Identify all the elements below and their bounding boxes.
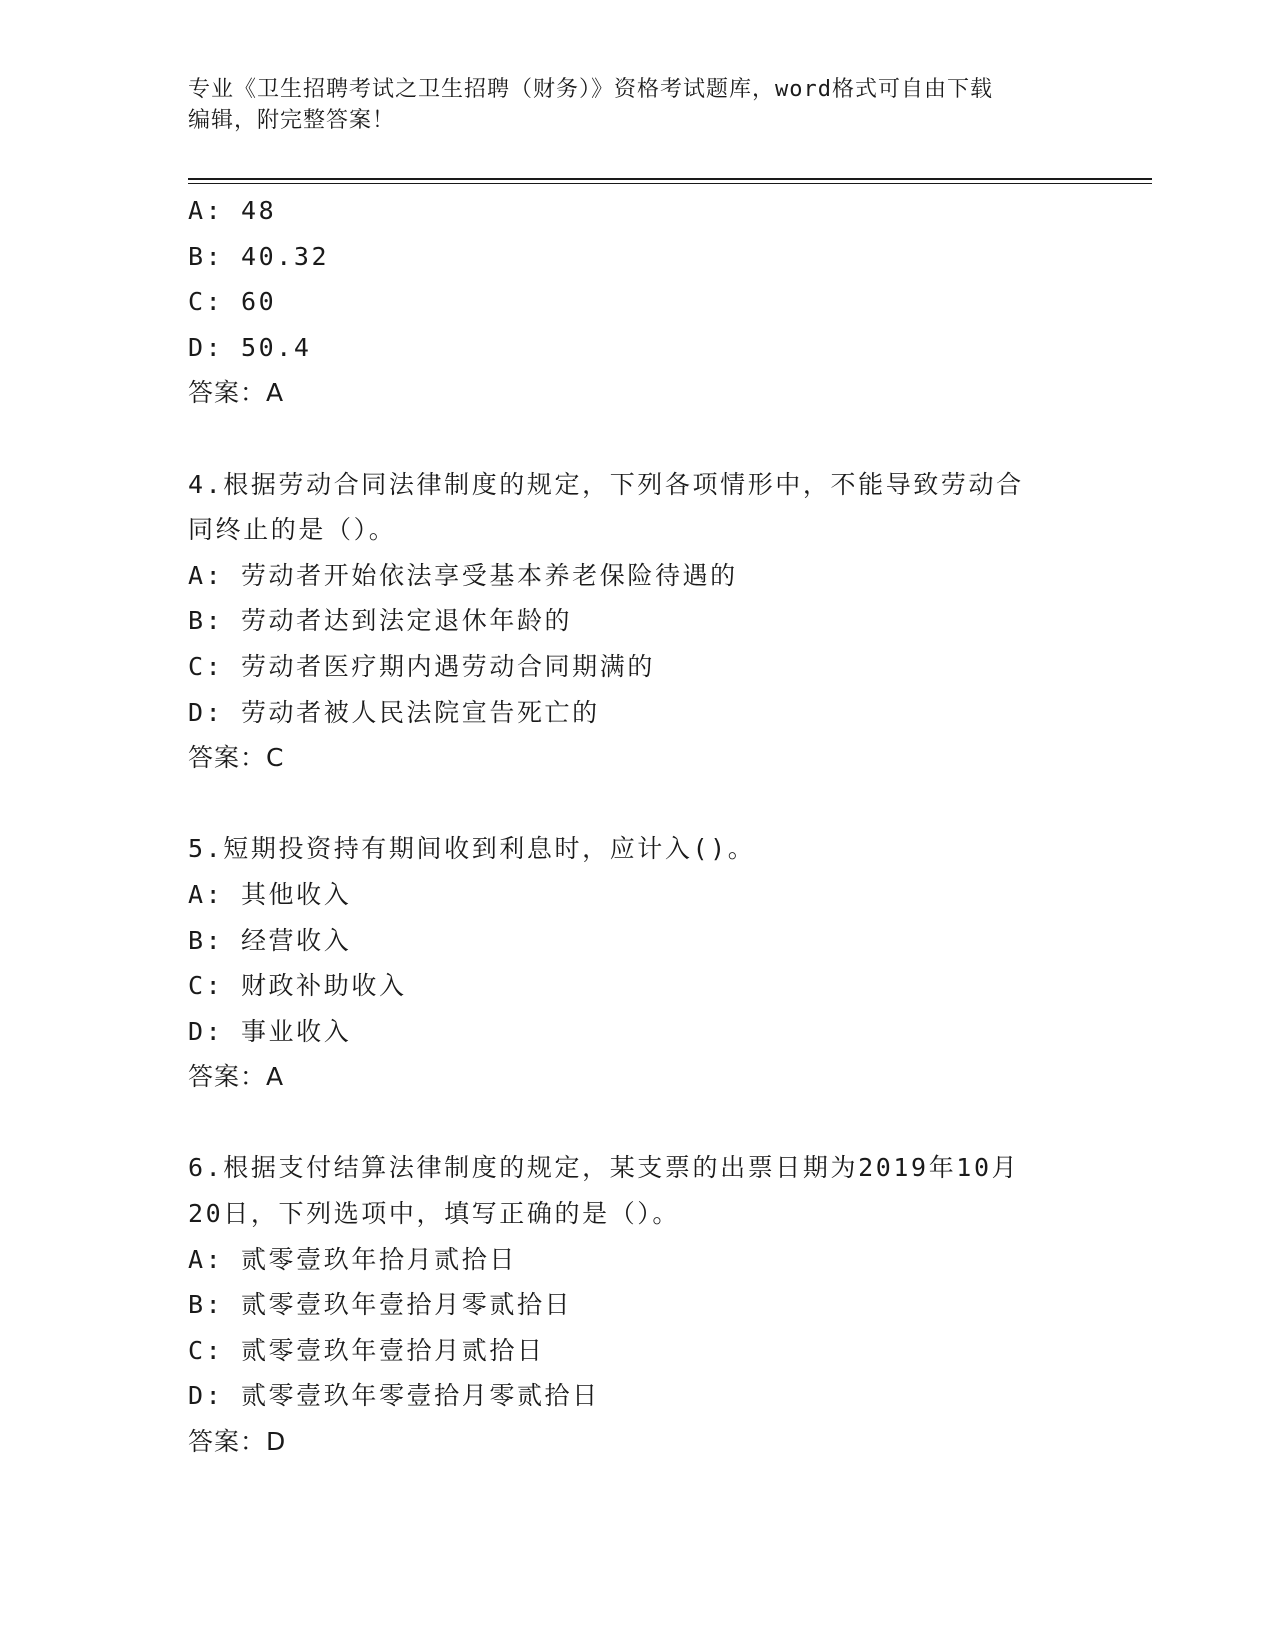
option-a: A: 其他收入 xyxy=(188,879,352,909)
header-line-2: 编辑，附完整答案！ xyxy=(188,108,396,133)
spacer xyxy=(188,1100,1088,1146)
page-header xyxy=(188,74,1068,136)
option-d: D: 50.4 xyxy=(188,332,312,362)
question-5 xyxy=(188,826,1088,1100)
answer: 答案：D xyxy=(188,1427,287,1457)
question-4 xyxy=(188,462,1088,781)
spacer xyxy=(188,781,1088,827)
question-stem-continued: 20日，下列选项中，填写正确的是（）。 xyxy=(188,1199,681,1229)
header-divider-thin xyxy=(188,183,1152,184)
option-a: A: 劳动者开始依法享受基本养老保险待遇的 xyxy=(188,560,738,590)
question-stem: 4.根据劳动合同法律制度的规定，下列各项情形中，不能导致劳动合 xyxy=(188,469,1024,499)
question-6 xyxy=(188,1145,1088,1464)
question-stem-continued: 同终止的是（）。 xyxy=(188,515,397,545)
option-d: D: 事业收入 xyxy=(188,1016,352,1046)
option-a: A: 48 xyxy=(188,196,277,225)
question-3 xyxy=(188,188,1088,416)
option-d: D: 劳动者被人民法院宣告死亡的 xyxy=(188,697,600,727)
option-b: B: 经营收入 xyxy=(188,925,352,955)
option-b: B: 劳动者达到法定退休年龄的 xyxy=(188,606,573,636)
header-line-1: 专业《卫生招聘考试之卫生招聘（财务）》资格考试题库，word格式可自由下载 xyxy=(188,77,993,102)
option-d: D: 贰零壹玖年零壹拾月零贰拾日 xyxy=(188,1381,600,1411)
spacer xyxy=(188,416,1088,462)
header-divider-thick xyxy=(188,178,1152,180)
option-c: C: 财政补助收入 xyxy=(188,971,407,1001)
option-c: C: 贰零壹玖年壹拾月贰拾日 xyxy=(188,1335,545,1365)
question-stem: 5.短期投资持有期间收到利息时，应计入()。 xyxy=(188,834,756,864)
answer: 答案：C xyxy=(188,743,285,773)
option-c: C: 60 xyxy=(188,287,277,317)
option-a: A: 贰零壹玖年拾月贰拾日 xyxy=(188,1244,517,1274)
answer: 答案：A xyxy=(188,378,285,408)
option-c: C: 劳动者医疗期内遇劳动合同期满的 xyxy=(188,651,655,681)
option-b: B: 贰零壹玖年壹拾月零贰拾日 xyxy=(188,1290,573,1320)
question-stem: 6.根据支付结算法律制度的规定，某支票的出票日期为2019年10月 xyxy=(188,1153,1020,1183)
question-list xyxy=(188,188,1088,1465)
option-b: B: 40.32 xyxy=(188,241,330,271)
answer: 答案：A xyxy=(188,1062,285,1092)
